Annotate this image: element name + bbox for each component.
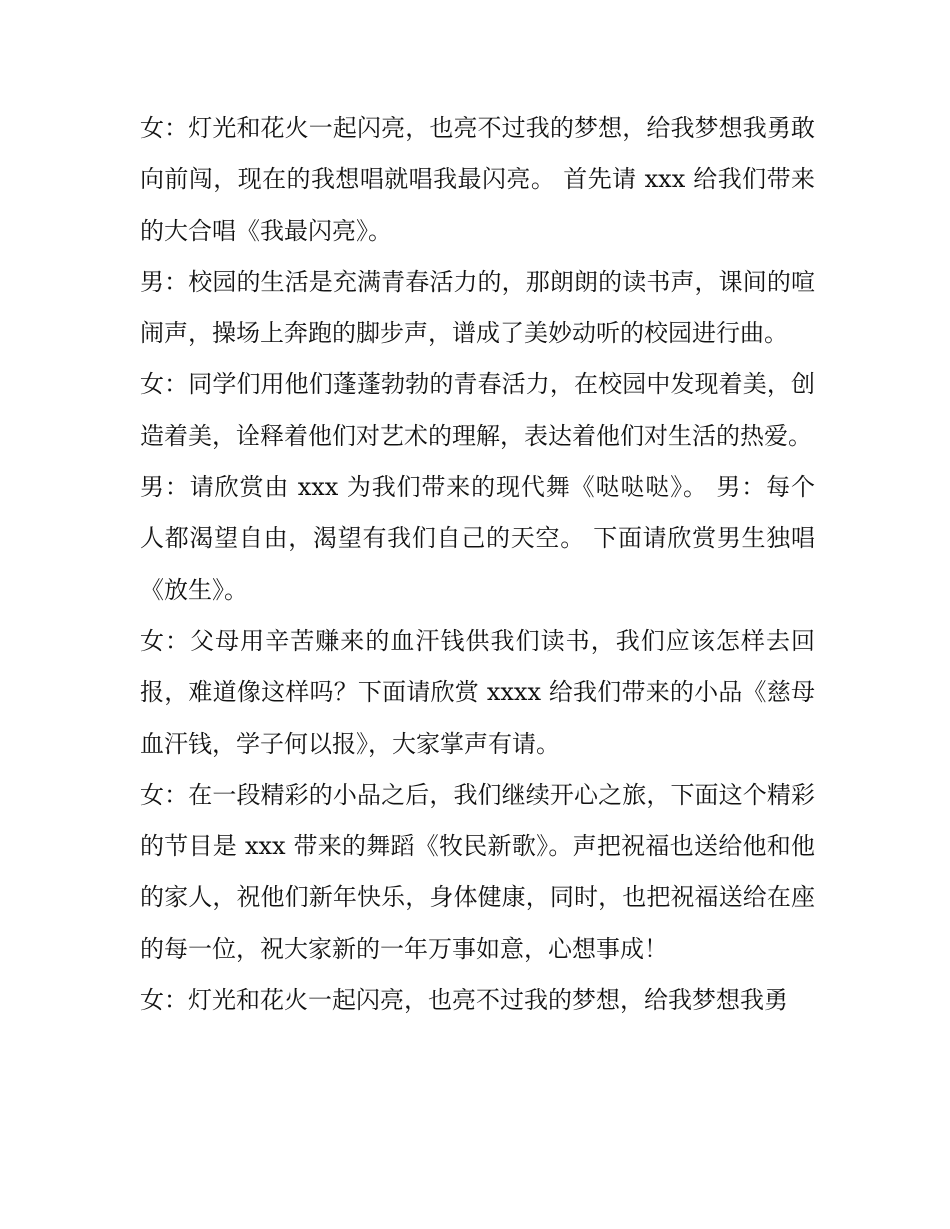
document-body: [140, 103, 815, 1026]
paragraph-female-skit: 女：父母用辛苦赚来的血汗钱供我们读书，我们应该怎样去回报，难道像这样吗？下面请欣赏 xxxx 给我们带来的小品《慈母血汗钱，学子何以报》，大家掌声有请。: [140, 626, 815, 758]
paragraph-male-dance-solo: 男：请欣赏由 xxx 为我们带来的现代舞《哒哒哒》。 男：每个人都渴望自由，渴望有我们自己的天空。 下面请欣赏男生独唱《放生》。: [140, 473, 815, 604]
paragraph-male-campus-life: 男：校园的生活是充满青春活力的，那朗朗的读书声，课间的喧闹声，操场上奔跑的脚步声，谱成了美妙动听的校园进行曲。: [140, 267, 815, 348]
paragraph-female-opening: 女：灯光和花火一起闪亮，也亮不过我的梦想，给我梦想我勇敢向前闯，现在的我想唱就唱我最闪亮。 首先请 xxx 给我们带来的大合唱《我最闪亮》。: [140, 114, 815, 245]
paragraph-female-blessing: 女：在一段精彩的小品之后，我们继续开心之旅，下面这个精彩的节目是 xxx 带来的舞蹈《牧民新歌》。声把祝福也送给他和他的家人，祝他们新年快乐，身体健康，同时，也把祝福送给在座的每一位，祝大家新的一年万事如意，心想事成！: [140, 780, 815, 963]
paragraph-female-art: 女：同学们用他们蓬蓬勃勃的青春活力，在校园中发现着美，创造着美，诠释着他们对艺术的理解，表达着他们对生活的热爱。: [140, 370, 815, 450]
paragraph-female-repeat: 女：灯光和花火一起闪亮，也亮不过我的梦想，给我梦想我勇: [140, 986, 788, 1015]
